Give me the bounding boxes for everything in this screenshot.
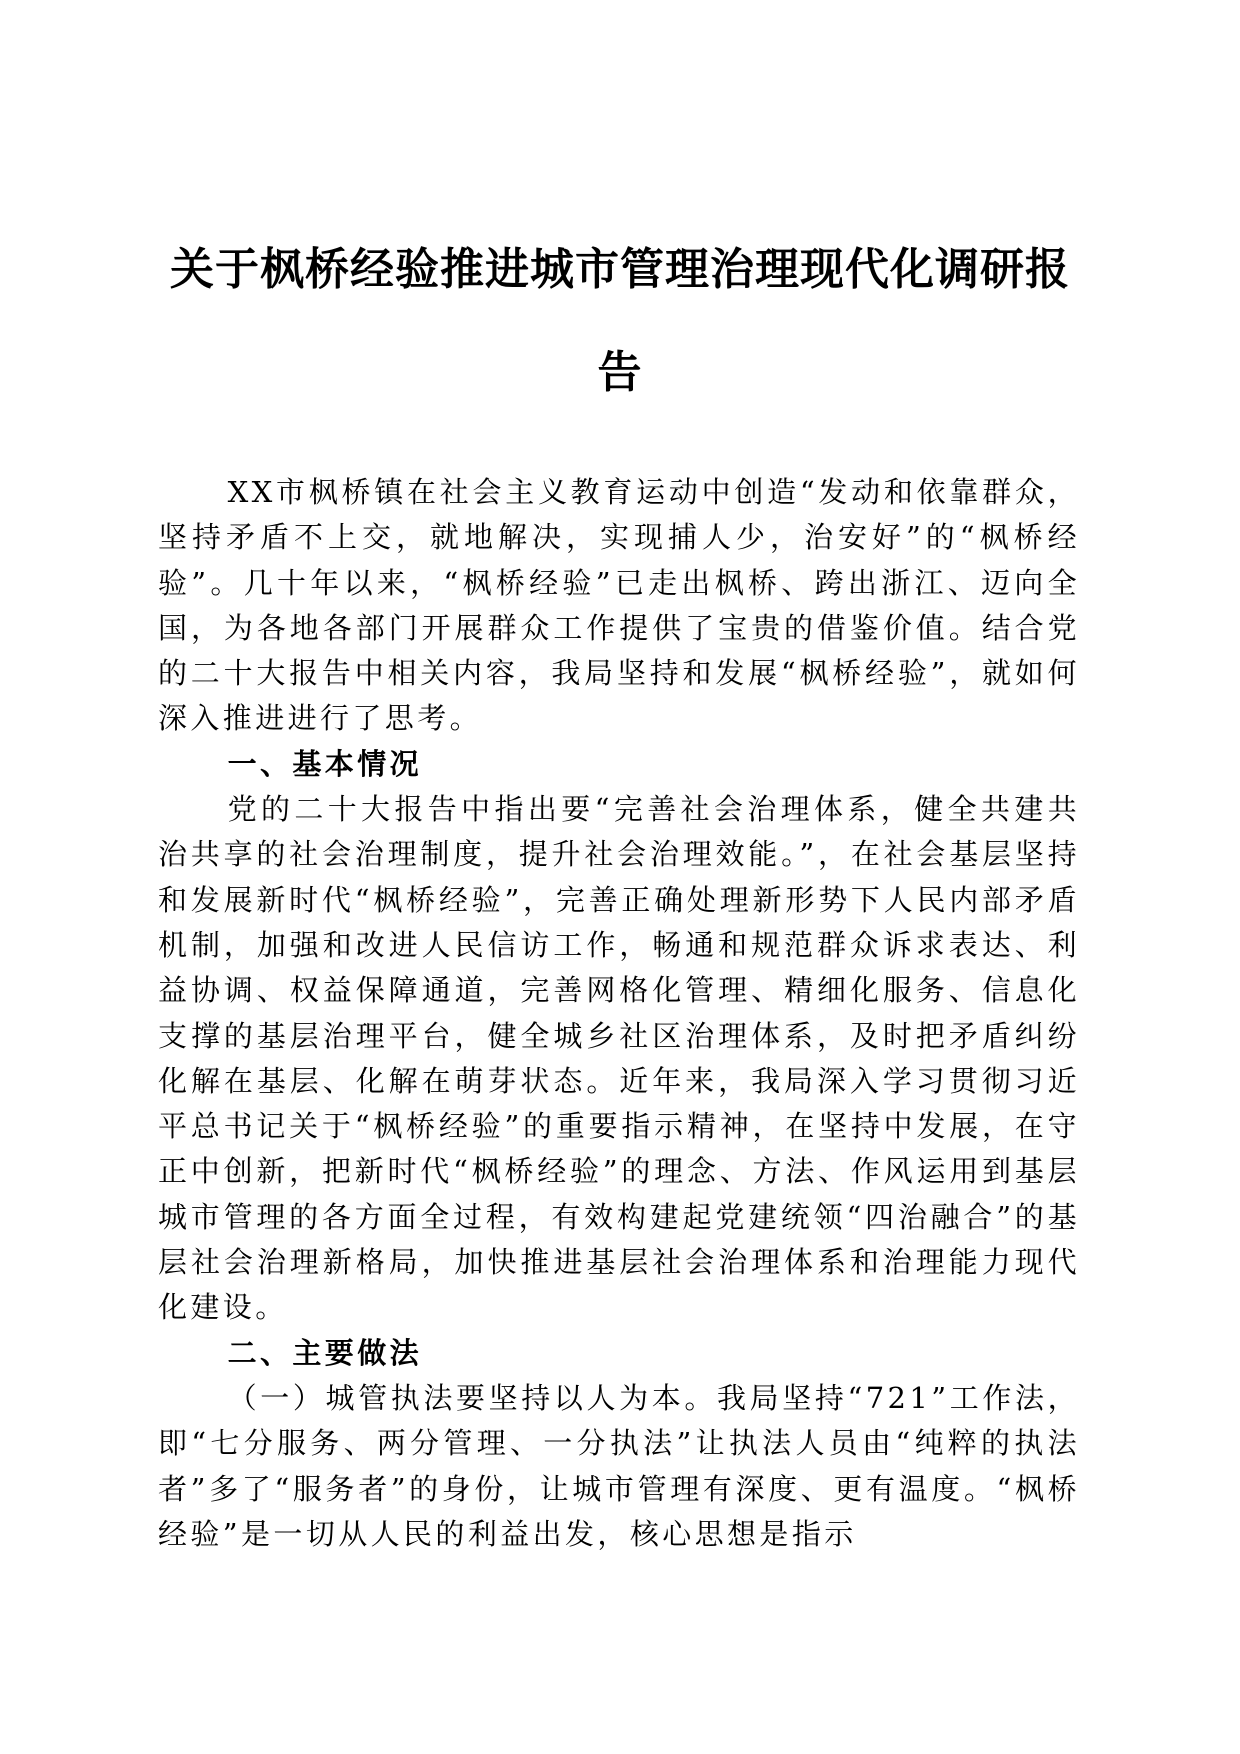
document-title: 关于枫桥经验推进城市管理治理现代化调研报告	[170, 244, 1070, 398]
section-heading-main-practices: 二、主要做法	[227, 1335, 422, 1370]
section-paragraph-basic-situation: 党的二十大报告中指出要“完善社会治理体系，健全共建共治共享的社会治理制度，提升社会治理效能。”，在社会基层坚持和发展新时代“枫桥经验”，完善正确处理新形势下人民内部矛盾机制，加强和改进人民信访工作，畅通和规范群众诉求表达、利益协调、权益保障通道，完善网格化管理、精细化服务、信息化支撑的基层治理平台，健全城乡社区治理体系，及时把矛盾纠纷化解在基层、化解在萌芽状态。近年来，我局深入学习贯彻习近平总书记关于“枫桥经验”的重要指示精神，在坚持中发展，在守正中创新，把新时代“枫桥经验”的理念、方法、作风运用到基层城市管理的各方面全过程，有效构建起党建统领“四治融合”的基层社会治理新格局，加快推进基层社会治理体系和治理能力现代化建设。	[158, 792, 1080, 1325]
section-paragraph-main-practices: （一）城管执法要坚持以人为本。我局坚持“721”工作法，即“七分服务、两分管理、一分执法”让执法人员由“纯粹的执法者”多了“服务者”的身份，让城市管理有深度、更有温度。“枫桥经验”是一切从人民的利益出发，核心思想是指示	[158, 1380, 1080, 1551]
intro-paragraph: XX市枫桥镇在社会主义教育运动中创造“发动和依靠群众，坚持矛盾不上交，就地解决，实现捕人少，治安好”的“枫桥经验”。几十年以来，“枫桥经验”已走出枫桥、跨出浙江、迈向全国，为各地各部门开展群众工作提供了宝贵的借鉴价值。结合党的二十大报告中相关内容，我局坚持和发展“枫桥经验”，就如何深入推进进行了思考。	[158, 475, 1080, 736]
document-body	[158, 470, 1080, 1557]
section-heading-basic-situation: 一、基本情况	[227, 746, 422, 781]
